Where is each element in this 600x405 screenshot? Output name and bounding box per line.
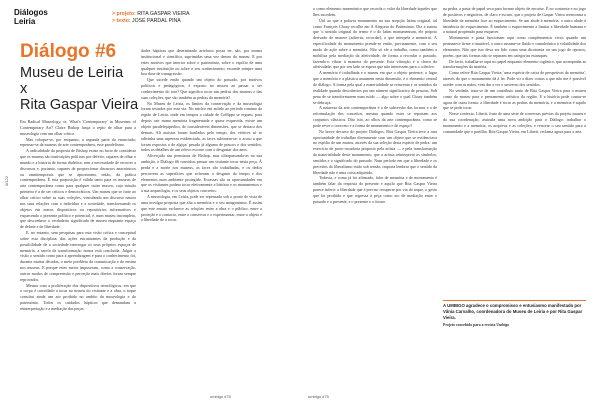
- paragraph: Alicerçada nas permissas de Bishop, mas ultrapassando-as na sua ambição, o Diálogo #6 convidou pensar um visitante tocar nesta peça. À perda e a morte nos museus, as faces são trabalhadas, e os dedos percorrem as superfícies que sofreram o desgaste do tempo e dos elementos num ambiente protegido. Escassas são as oportunidades em que os visitantes podem tocar efetivamente a história e os monumentos e a sua arqueologia, e os seus objetos concretos.: [141, 153, 262, 194]
- meta-project: > projeto: RITA GASPAR VIEIRA: [112, 11, 190, 17]
- meta-text: > texto: JOSÉ PARDAL PINA: [112, 18, 181, 25]
- paragraph: A radicalidade da proposta de Bishop existe no facto de considerar que os museus são instituições políticas por defeito, capazes de olhar o mundo e a história de forma dialética, sem a necessidade de recorrer a discursos e, portanto, capazes de proporcionar discursos anacrónicos ou omnitemporais que se aproximem, então, da prática contemporânea. É esta proposição é válida tanto para os museus de arte contemporânea como para qualquer outro museu, cuja missão primeira é a de ser críticos e democráticos. Um museu que se furte ao olhar crítico sobre as suas coleções, vinculando um discurso neutro nas suas relações com o indivíduo e a sociedade, transformando os objetos em meros dispositivos ou repositórios informativos e esquecendo o presente político e potencial, é, num museu incompleto, que desconhece o verdadeiro significado de museu enquanto espaço de debate e de liberdade.: [20, 148, 136, 230]
- paragraph: Na verdade, trata-se de um contributo tanto de Rita Gaspar Vieira para o museu como do museu para o pensamento artístico da região. E a história pode contar-se agora de outra forma: a liberdade é tocar as pedras da memória, e a memória é aquilo que se pode tocar.: [443, 87, 586, 111]
- text-column-4: [443, 6, 586, 297]
- footer-folio-left: umbigo #75: [210, 394, 231, 399]
- paragraph: Como refere Rita Gaspar Vieira: 'uma espécie de caixa de perspetivas da memória', através do que o monumento dá à ler. Pode vir a dizer coisas a que não me é possível aceder com as mãos, vem dar a ver o universo dos sentidos.: [443, 70, 586, 87]
- paragraph: o como elemento mnemónico que recorda o valor da liberdade àqueles que lhes sucedem.: [313, 6, 437, 17]
- paragraph: E, no entanto, sem pesquisas para esta visão crítica e conceptual sobre esta disciplina, das ações estruturantes da produção e da possibilidade de a sociedade interrogar os seus próprios espaços de memória, a tarefa de transformação nunca está concluída. Julgar a visão o sentido como para a aprendizagem e para o conhecimento foi, durante muitas décadas, o meio predileto da comunicação e do ensino nos museus. E porque estes meios impuseram, como a conservação, outros modos de compreensão e perceção mais diretos foram sempre reprovados.: [20, 230, 136, 282]
- acknowledgement-text: A UMBIGO agradece o compromisso e entusiasmo manifestado por Vânia Carvalho, coordenadora do Museu de Leiria e por Rita Gaspar Vieira.: [443, 303, 583, 320]
- paragraph: De facto, trabalha-se aqui no papel enquanto elemento orgânico, que acompanha as transformações da matéria.: [443, 58, 586, 70]
- paragraph: Mas coloque-se, por enquanto, a segunda parte do enunciado; repensar-se da museus de arte contemporânea, esse paralelismo.: [20, 136, 136, 148]
- paragraph: A natureza da arte contemporânea é a de subversão das formas e a de reformulação dos conceitos, mesmo quando estes se reportam aos conjuntos clássicos. Dito isto, ao olhos da arte contemporânea, como se pode rever o concreto e a forma de monumento e de espaço?: [313, 105, 437, 128]
- paragraph: Todavia, e como já foi afirmado, falar de memória e de monumento é também falar da resposta do presente e aquilo que Rita Gaspar Vieira parece inferir: a liberdade que é preciso recuperar por via do toque, o gesto que foi proibido e que regressa à peça como ato de mediação entre o passado e o presente, e o presente e o futuro.: [313, 175, 437, 204]
- paragraph: A memória é trabalhada e o museu em que o objeto pertence, o lugar que a memória e a plástica assumem nesta dimensão, é o elemento central do diálogo. A forma pela qual a materialidade se reinventa e os sentidos da realidade quando descobertos por um número significativo de pessoas. Sob pena de se transformarem num ruído — algo sobre o qual Choay também se debruça.: [313, 70, 437, 105]
- paragraph: A museologia, em Leiria, pode ser repensada sob o ponto de vista de uma invulgar proposta que alia a memória e o seu antagonismo. É assim que este ensaio esclarece as relações entre a obra e o público, entre a proteção e o contacto, entre o conservar e o experimentar, entre o objeto e a liberdade de o tocar.: [141, 194, 262, 223]
- acknowledgement-box: [443, 300, 586, 328]
- title-line-1: Museu de Leiria: [20, 65, 124, 81]
- paragraph: Monumento e pasta funcionam aqui como complementos vivos quando um permanece firme e imutável, o outro assume-se fluido e camaleónico à volatilidade dos elementos. Não que isto deva ser lido como uma dicotomia ou um jogo de opostos, porém, que tais formas não se separam em categorias estanques.: [443, 35, 586, 58]
- title-line-3: Rita Gaspar Vieira: [20, 97, 139, 113]
- paragraph: Que sucede então quando um objeto do passado, por motivos políticos e pedagógicos, é exposto no museu ao passar a ser conhecimento do toto? Que significa tocar nas pedras dos museus e das suas coleções, que são também as pedras da memória?: [141, 77, 262, 100]
- text-column-2: [141, 48, 262, 390]
- paragraph: dades hápticas que determinado artefacto possa ter, são, por norma institucional e científica, suprimidas uma vez dentro do museu. E por estes motivos que interior sobre o património, sobre o espólio de uma qualquer instituição ou sobre o seu conhecimento, esconde sempre uma boa dose de transgressão.: [141, 48, 262, 77]
- paragraph: No breve decurso do projeto Diálogos, Rita Gaspar Vieira teve a rara oportunidade de trabalhar diretamente com um objeto que se evidenciava no espólio de um museu, através da sua seleção desta espécie de pedra: um exercício de proto-curadoria proposto pela artista — e pela transformação da materialidade deste monumento, que a artista reinterpreta os símbolos, sentidos e o significado do passado. Num período em que a liberdade e os preceitos do liberalismo estão sob tensão, importa lembrar que o sentido da liberdade não é uma coisa adquirida.: [313, 128, 437, 175]
- footer-folio-right: umbigo #75: [308, 394, 329, 399]
- brand-line-1: Diálogos: [14, 8, 48, 17]
- header-meta: [112, 11, 190, 26]
- article-kicker: Diálogo #6: [20, 41, 117, 62]
- text-column-1: [20, 119, 136, 389]
- text-column-3: [313, 6, 437, 390]
- section-brand: [14, 8, 48, 26]
- side-folio: 0/122: [4, 176, 9, 187]
- paragraph: Nesse contexto, Liberti, fruto de uma série de conversas prévias do projeto museu e da sua coordenação, assinala uma nova ambição para o Diálogo: trabalhar o monumento e a memória, os arquivos e as coleções, e renovar o seu sentido para a comunidade que o partilha. Rita Gaspar Vieira, em Liberti, reclama agora para a arte.: [443, 111, 586, 134]
- project-credit: Projeto concebido para a revista Umbigo: [443, 323, 510, 327]
- paragraph: Em Radical Museology, or, What's 'Contemporary' in Museums of Contemporary Art? Claire Bishop lança o repto de olhar para a museologia com um olhar crítico.: [20, 119, 136, 136]
- paragraph: na pedra, a pasta de papel seca para formar objeto de encaixe. É no contraste e no jogo de positivos e negativos, de claro e escuro, que o projeto de Gaspar Vieira reencontra a liberdade da memória face ao esquecimento. Se um alude à memória, o outro alude à iminência do esquecimento. É também o esquecimento a limitar a liberdade humana e a natural propensão para esquecer.: [443, 6, 586, 35]
- paragraph: Útil ao que a palavra monumento na sua acepção latina original, tal como François Choay recolhe em A Alegoria do Património. Diz a autora que 'o sentido original do termo é o do latim monumentum, ele próprio derivado de monere (advertir, recordar), o que interpela a memória'. A especificidade do monumento prende-se então, precisamente, com o seu modo de ação sobre a memória. Não só ele a trabalha, como também a mobiliza pela mediação da afetividade, de forma a recordar o passado, fazendo-o vibrar à maneira do presente. Esta vibração é a chave da afetividade, que por seu lado se espera que não interessem para o coletivo.: [313, 17, 437, 70]
- paragraph: No Museu de Leiria, os limites da conservação e da museologia foram testados por esta via. No núcleo em aulido ao período romano da região de Leiria, onde em tempos a cidade de Collippo se ergueu, para depois cair numa memória fragmentada e quase esquecida, existe um objeto paralelepipédico, de consideráveis dimensões, que se destaca dos demais. Ali assistas foram burilados pelo tempo, dos vértices só se adivinha uma aspereza evidenciada, as faces subtraem-se: o acaso a que foram expostos o de algiça/ pesada já alguma de poucos e dos sentidos, todos os detalhes de um relevo escorre com o desgastar dos anos.: [141, 100, 262, 153]
- title-line-2: x: [20, 81, 28, 97]
- paragraph: Mesmo com a proliferação dos dispositivos tecnológicos, em que o corpo é convidado a tocar no museu do visitante e a obra, o toque constitui ainda um ato proibido no ambito da museologia e do património. Todos os cuidados hápticos que demandam a reinterpretação e a mediação das peças.: [20, 282, 136, 311]
- brand-line-2: Leiria: [14, 17, 36, 26]
